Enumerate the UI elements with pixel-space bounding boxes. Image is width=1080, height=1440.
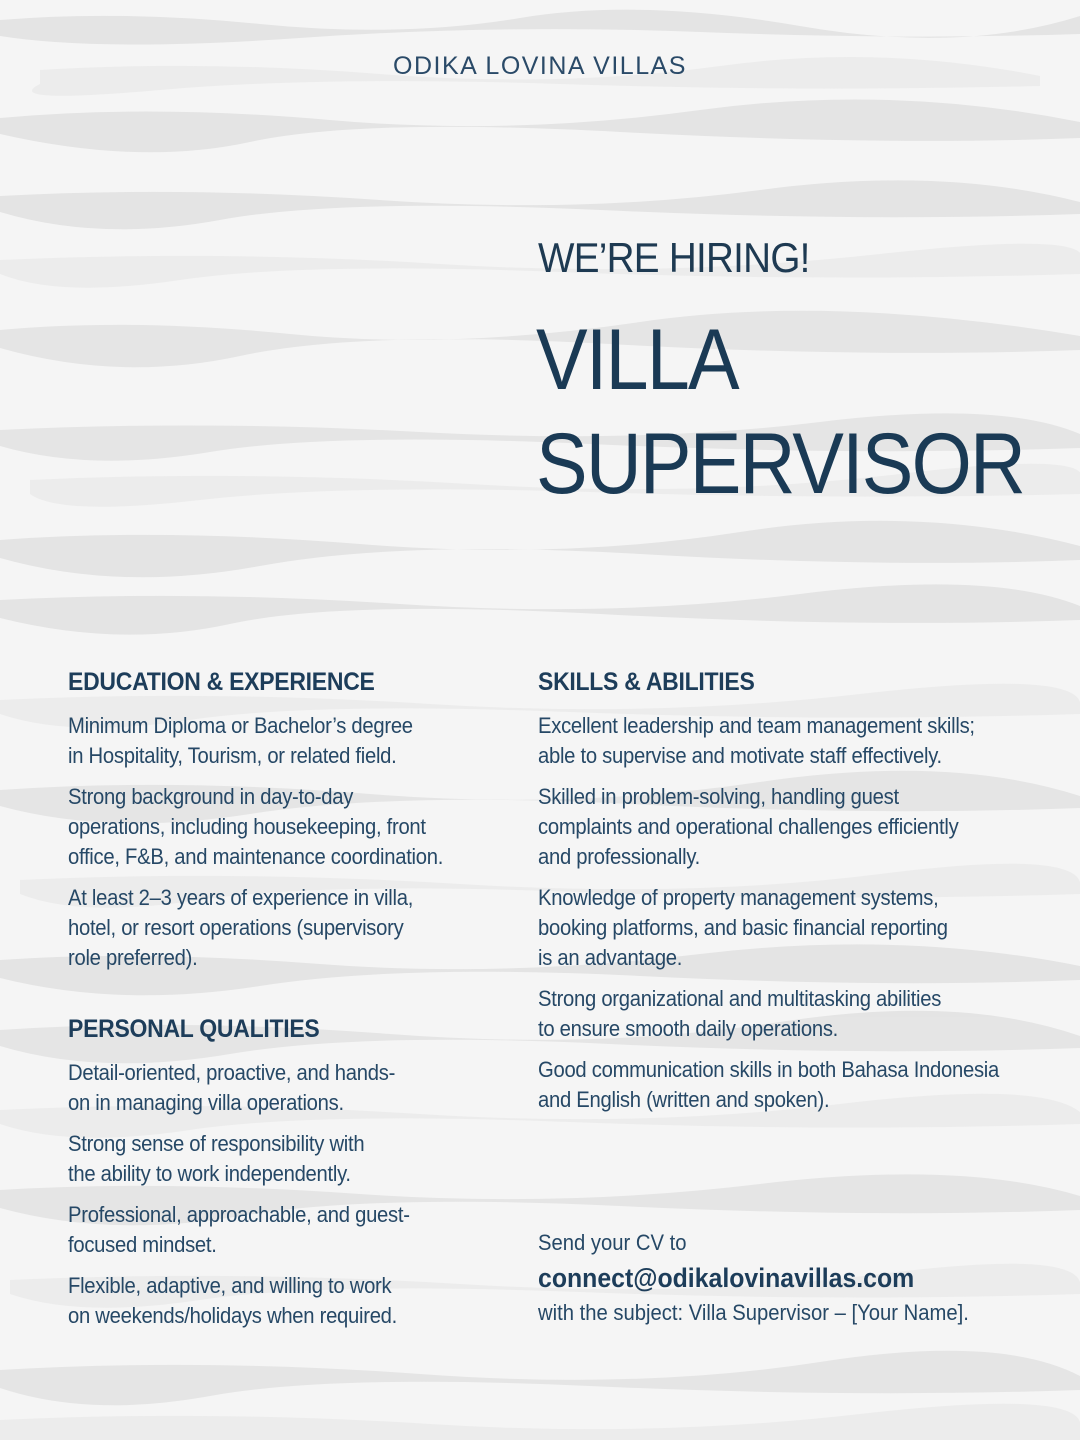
skills-item-line: booking platforms, and basic financial reporting — [538, 915, 948, 940]
education-item — [68, 883, 491, 973]
personal-section — [68, 1015, 528, 1342]
skills-item-line: and English (written and spoken). — [538, 1087, 830, 1112]
skills-item — [538, 883, 998, 973]
personal-item-line: Flexible, adaptive, and willing to work — [68, 1273, 392, 1298]
skills-item-line: to ensure smooth daily operations. — [538, 1016, 839, 1041]
job-title-line2: SUPERVISOR — [536, 416, 1025, 512]
contact-subject: with the subject: Villa Supervisor – [Your Name]. — [538, 1300, 969, 1325]
personal-item-line: the ability to work independently. — [68, 1161, 351, 1186]
personal-heading: PERSONAL QUALITIES — [68, 1015, 320, 1043]
education-item — [68, 711, 491, 771]
skills-item-line: and professionally. — [538, 844, 701, 869]
skills-heading: SKILLS & ABILITIES — [538, 668, 755, 696]
skills-item — [538, 1055, 998, 1115]
contact-email-link[interactable]: connect@odikalovinavillas.com — [538, 1263, 915, 1293]
education-item-line: operations, including housekeeping, front — [68, 814, 426, 839]
personal-item-line: Professional, approachable, and guest- — [68, 1202, 410, 1227]
skills-item-line: Skilled in problem-solving, handling guest — [538, 784, 899, 809]
contact-intro: Send your CV to — [538, 1230, 687, 1255]
skills-item-line: complaints and operational challenges efficiently — [538, 814, 959, 839]
education-item-line: Strong background in day-to-day — [68, 784, 354, 809]
education-heading: EDUCATION & EXPERIENCE — [68, 668, 375, 696]
contact-section — [538, 1228, 1038, 1328]
personal-item — [68, 1058, 491, 1118]
skills-item-line: Strong organizational and multitasking abilities — [538, 986, 942, 1011]
personal-item — [68, 1271, 491, 1331]
personal-item-line: on in managing villa operations. — [68, 1090, 344, 1115]
education-section — [68, 668, 528, 984]
personal-item — [68, 1129, 491, 1189]
education-item-line: hotel, or resort operations (supervisory — [68, 915, 404, 940]
hiring-tagline: WE’RE HIRING! — [538, 234, 810, 281]
education-item — [68, 782, 491, 872]
skills-item-line: Knowledge of property management systems, — [538, 885, 939, 910]
personal-item — [68, 1200, 491, 1260]
skills-item-line: is an advantage. — [538, 945, 683, 970]
education-item-line: office, F&B, and maintenance coordination. — [68, 844, 444, 869]
education-item-line: Minimum Diploma or Bachelor’s degree — [68, 713, 413, 738]
skills-item-line: Excellent leadership and team management skills; — [538, 713, 975, 738]
personal-item-line: Detail-oriented, proactive, and hands- — [68, 1060, 396, 1085]
personal-item-line: on weekends/holidays when required. — [68, 1303, 398, 1328]
skills-item — [538, 782, 998, 872]
job-title — [536, 308, 1024, 516]
personal-item-line: focused mindset. — [68, 1232, 217, 1257]
skills-item — [538, 711, 998, 771]
education-item-line: in Hospitality, Tourism, or related field. — [68, 743, 397, 768]
skills-item — [538, 984, 998, 1044]
education-item-line: At least 2–3 years of experience in villa, — [68, 885, 414, 910]
personal-item-line: Strong sense of responsibility with — [68, 1131, 365, 1156]
skills-item-line: Good communication skills in both Bahasa Indonesia — [538, 1057, 999, 1082]
education-item-line: role preferred). — [68, 945, 198, 970]
brand-name: ODIKA LOVINA VILLAS — [393, 52, 687, 80]
skills-section — [538, 668, 1038, 1126]
skills-item-line: able to supervise and motivate staff effectively. — [538, 743, 942, 768]
job-title-line1: VILLA — [536, 312, 738, 408]
